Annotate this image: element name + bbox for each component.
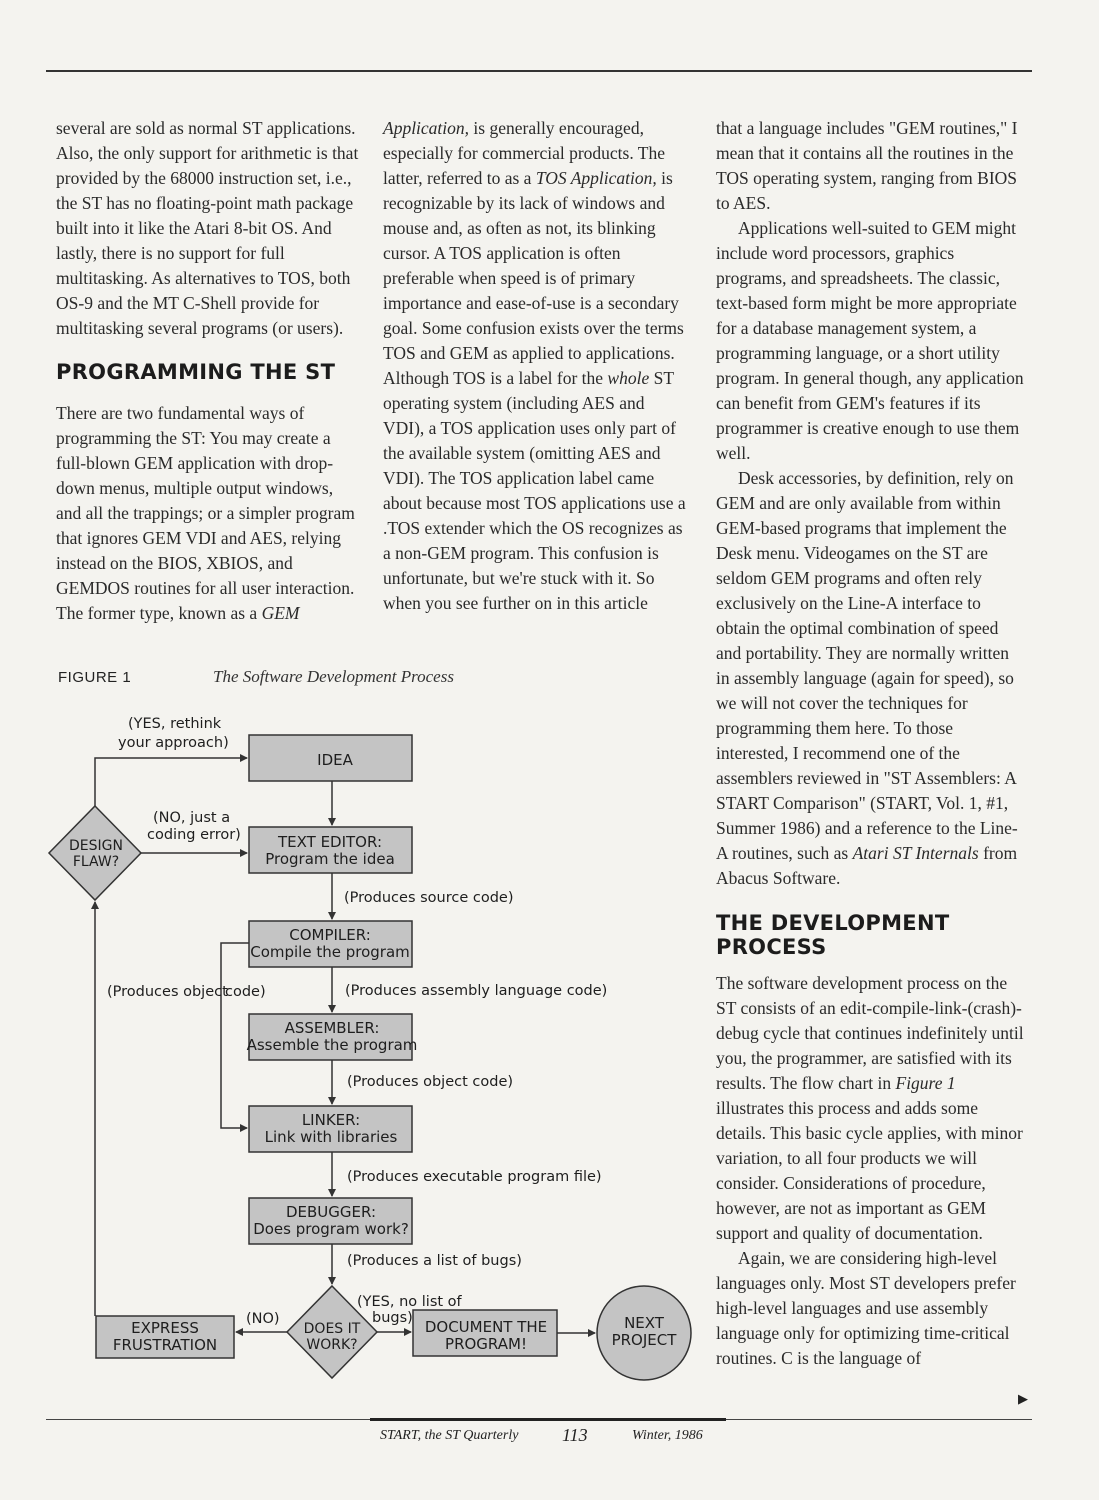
figure-title: The Software Development Process [213,667,454,686]
continue-arrow-icon: ▶ [1018,1392,1028,1407]
footer-publication: START, the ST Quarterly [380,1428,519,1443]
col1-paragraph-2: There are two fundamental ways of programming the ST: You may create a full-blown GEM application with drop-down menus, multiple output windows, and all the trappings; or a simpler program that ignores GEM VDI and AES, relying instead on the BIOS, XBIOS, and GEMDOS routines for all user interaction. The former type, known as a GEM [56,403,355,623]
express-text-2: FRUSTRATION [112,1336,218,1354]
footer-date: Winter, 1986 [632,1428,703,1443]
works-text-2: WORK? [306,1337,358,1353]
produces-object-left-label-a: (Produces object [107,984,228,1000]
produces-bugs-label: (Produces a list of bugs) [347,1253,522,1269]
next-text-1: NEXT [624,1314,664,1332]
figure-label: FIGURE 1 [58,669,132,686]
linker-text-1: LINKER: [301,1111,361,1129]
col3-paragraph-5: Again, we are considering high-level languages only. Most ST developers prefer high-level languages and use assembly language only for optimizing time-critical routines. C is the language of [716,1248,1016,1368]
section-heading-programming: PROGRAMMING THE ST [56,360,336,384]
linker-text-2: Link with libraries [264,1128,398,1146]
idea-text: IDEA [317,751,353,769]
yes-nolist-label-1: (YES, no list of [357,1294,462,1310]
produces-object-label: (Produces object code) [347,1074,514,1090]
col3-paragraph-4: The software development process on the ST consists of an edit-compile-link-(crash)-debug cycle that continues indefinitely until you, the programmer, are satisfied with its results. The flow chart in Figure 1 illustrates this process and adds some details. This basic cycle applies, with minor variation, to all four products we will consider. Considerations of procedure, however, are not as important as GEM support and quality of documentation. [716,973,1024,1243]
document-text-1: DOCUMENT THE [424,1318,548,1336]
produces-source-label: (Produces source code) [344,890,514,906]
no-coding-label-1: (NO, just a [153,810,231,826]
produces-assembly-label: (Produces assembly language code) [345,983,608,999]
no-label: (NO) [246,1311,280,1327]
document-text-2: PROGRAM! [445,1335,527,1353]
yes-nolist-label-2: bugs) [372,1310,413,1326]
produces-object-left-label-b: code) [225,984,266,1000]
compiler-text-1: COMPILER: [289,926,371,944]
works-text-1: DOES IT [303,1321,361,1337]
design-text-2: FLAW? [72,854,120,870]
col3-paragraph-3: Desk accessories, by definition, rely on GEM and are only available from within GEM-based programs that implement the Desk menu. Videogames on the ST are seldom GEM programs and often rely exclusively on the Line-A interface to obtain the optimal combination of speed and portability. They are normally written in assembly language (again for speed), so we will not cover the techniques for programming them here. To those interested, I recommend one of the assemblers reviewed in "ST Assemblers: A START Comparison" (START, Vol. 1, #1, Summer 1986) and a reference to the Line-A routines, such as Atari ST Internals from Abacus Software. [716,468,1018,888]
col2-paragraph-1: Application, is generally encouraged, especially for commercial products. The latter, referred to as a TOS Application, is recognizable by its lack of windows and mouse and, as often as not, its blinking cursor. A TOS application is often preferable when speed is of primary importance and ease-of-use is a secondary goal. Some confusion exists over the terms TOS and GEM as applied to applications. Although TOS is a label for the whole ST operating system (including AES and VDI), a TOS application uses only part of the available system (omitting AES and VDI). The TOS application label came about because most TOS applications use a .TOS extender which the OS recognizes as a non-GEM program. This confusion is unfortunate, but we're stuck with it. So when you see further on in this article [383,118,686,613]
editor-text-1: TEXT EDITOR: [277,833,383,851]
compiler-text-2: Compile the program [250,943,410,961]
section-heading-development: THE DEVELOPMENT PROCESS [716,911,950,959]
assembler-text-1: ASSEMBLER: [284,1019,380,1037]
col1-paragraph-1: several are sold as normal ST applications. Also, the only support for arithmetic is that provided by the 68000 instruction set, i.e., the ST has no floating-point math package built into it like the Atari 8-bit OS. And lastly, there is no support for full multitasking. As alternatives to TOS, both OS-9 and the MT C-Shell provide for multitasking several programs (or users). [56,118,359,338]
produces-exec-label: (Produces executable program file) [347,1169,602,1185]
col3-paragraph-1: that a language includes "GEM routines," I mean that it contains all the routines in the TOS operating system, ranging from BIOS to AES. [716,118,1018,213]
express-text-1: EXPRESS [131,1319,199,1337]
debugger-text-1: DEBUGGER: [285,1203,377,1221]
assembler-text-2: Assemble the program [246,1036,418,1054]
no-coding-label-2: coding error) [147,827,241,843]
footer-page-number: 113 [562,1425,588,1445]
yes-rethink-label-2: your approach) [118,735,229,751]
col3-paragraph-2: Applications well-suited to GEM might include word processors, graphics programs, and spreadsheets. The classic, text-based form might be more appropriate for a database management system, a programming language, or a short utility program. In general though, any application can benefit from GEM's features if its programmer is creative enough to use them well. [716,218,1024,463]
debugger-text-2: Does program work? [253,1220,409,1238]
bottom-rule-accent [370,1418,726,1421]
next-text-2: PROJECT [611,1331,677,1349]
design-text-1: DESIGN [69,838,123,854]
editor-text-2: Program the idea [265,850,395,868]
yes-rethink-label-1: (YES, rethink [128,716,222,732]
